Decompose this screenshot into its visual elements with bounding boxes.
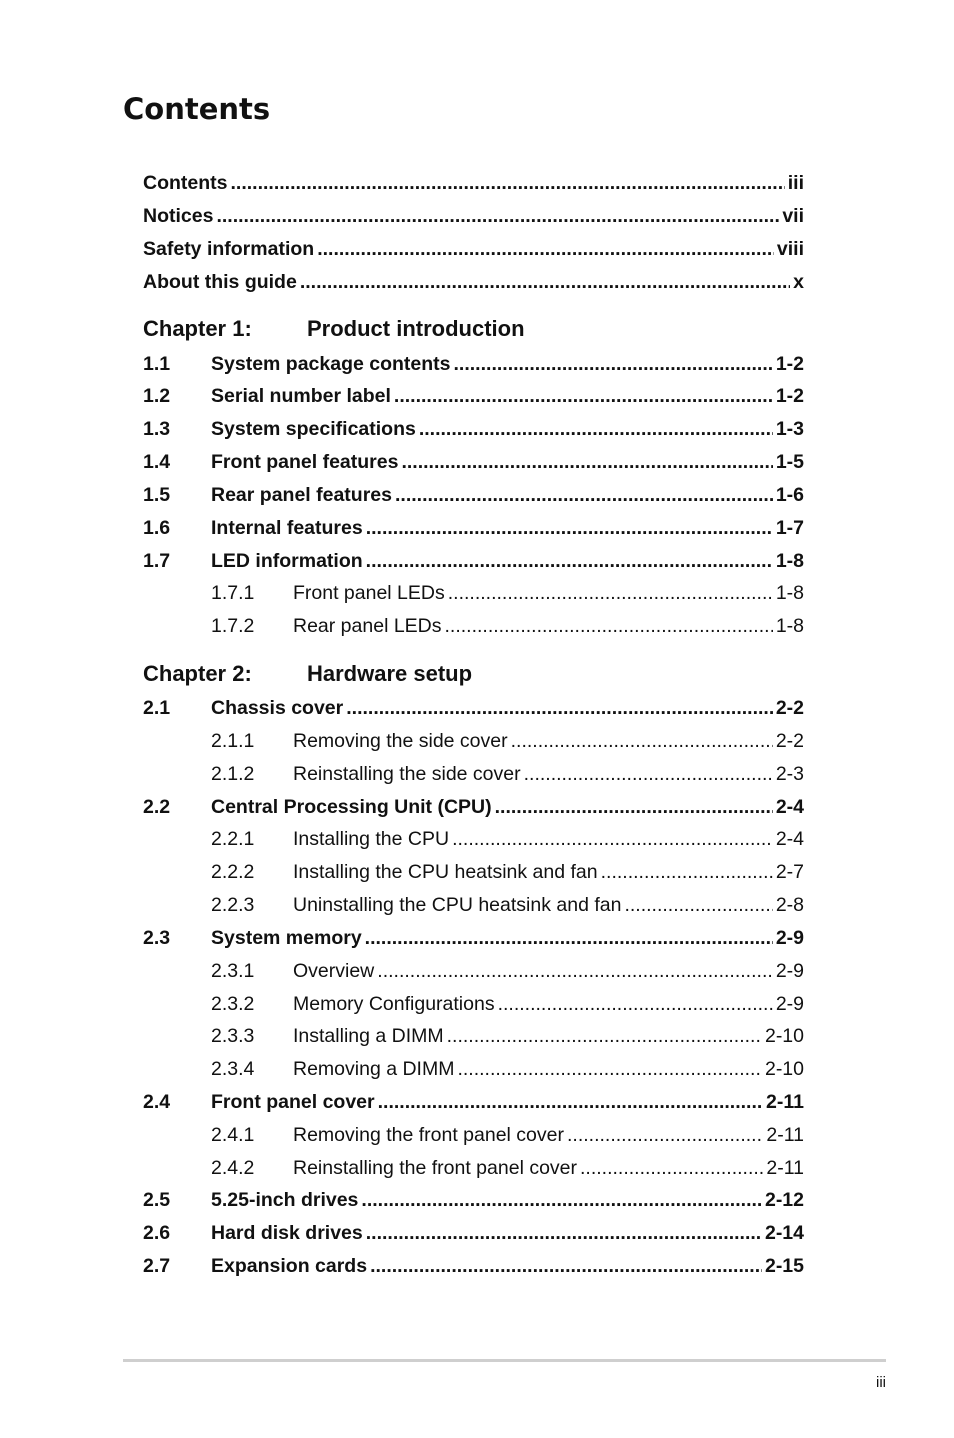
toc-entry[interactable] [143, 352, 804, 376]
toc-entry-number: 1.7 [143, 550, 171, 572]
toc-subentry[interactable] [211, 1057, 804, 1081]
toc-entry-number: 2.5 [143, 1189, 171, 1211]
toc-subentry[interactable] [211, 581, 804, 605]
toc-entry-page: 2-14 [764, 1222, 804, 1244]
toc-entry-page: 2-7 [775, 861, 804, 883]
toc-entry-title: LED information [211, 550, 363, 572]
leader-dots [524, 762, 773, 786]
toc-entry[interactable] [143, 450, 804, 474]
toc-subentry[interactable] [211, 860, 804, 884]
toc-subentry[interactable] [211, 827, 804, 851]
toc-entry-title: Removing the front panel cover [293, 1124, 564, 1146]
toc-entry-page: 1-8 [775, 615, 804, 637]
toc-entry-about-this-guide[interactable] [143, 270, 804, 294]
toc-entry-page: 2-9 [775, 927, 804, 949]
toc-entry-number: 2.3.1 [211, 960, 255, 982]
page-number: iii [876, 1374, 886, 1391]
leader-dots [445, 614, 773, 638]
leader-dots [370, 1254, 762, 1278]
toc-entry-page: 2-4 [775, 828, 804, 850]
toc-entry-number: 2.4.2 [211, 1157, 255, 1179]
toc-entry-page: 2-10 [764, 1058, 804, 1080]
toc-entry-number: 2.1.2 [211, 763, 255, 785]
leader-dots [216, 204, 779, 228]
chapter-2-heading [143, 661, 472, 687]
toc-subentry[interactable] [211, 614, 804, 638]
leader-dots [580, 1156, 763, 1180]
chapter-label: Chapter 1: [143, 316, 252, 341]
toc-entry-page: iii [787, 172, 804, 194]
toc-entry-title: System specifications [211, 418, 416, 440]
toc-entry-page: 2-12 [764, 1189, 804, 1211]
toc-entry-title: Rear panel LEDs [293, 615, 442, 637]
leader-dots [365, 926, 773, 950]
toc-entry-page: 2-15 [764, 1255, 804, 1277]
toc-entry-number: 1.6 [143, 517, 171, 539]
leader-dots [300, 270, 790, 294]
toc-entry[interactable] [143, 1221, 804, 1245]
toc-entry[interactable] [143, 417, 804, 441]
toc-entry-title: Rear panel features [211, 484, 392, 506]
toc-subentry[interactable] [211, 1123, 804, 1147]
leader-dots [448, 581, 773, 605]
chapter-title: Hardware setup [307, 661, 473, 686]
leader-dots [401, 450, 772, 474]
toc-entry[interactable] [143, 516, 804, 540]
toc-entry[interactable] [143, 549, 804, 573]
toc-entry[interactable] [143, 926, 804, 950]
toc-entry-page: 2-11 [766, 1091, 804, 1113]
toc-entry[interactable] [143, 795, 804, 819]
leader-dots [457, 1057, 762, 1081]
toc-entry-page: 1-8 [775, 550, 804, 572]
footer-divider [123, 1359, 886, 1362]
toc-entry-title: Front panel LEDs [293, 582, 445, 604]
toc-entry-title: Safety information [143, 238, 315, 260]
leader-dots [361, 1188, 762, 1212]
leader-dots [377, 959, 773, 983]
toc-subentry[interactable] [211, 1156, 804, 1180]
toc-entry-number: 1.7.2 [211, 615, 255, 637]
toc-entry-title: Chassis cover [211, 697, 344, 719]
toc-subentry[interactable] [211, 1024, 804, 1048]
toc-entry-page: 2-2 [775, 697, 804, 719]
toc-entry-number: 2.4.1 [211, 1124, 255, 1146]
toc-entry-page: viii [776, 238, 804, 260]
toc-entry-page: 2-4 [775, 796, 804, 818]
toc-entry-number: 1.1 [143, 353, 171, 375]
toc-entry-title: Serial number label [211, 385, 391, 407]
toc-entry-title: Contents [143, 172, 228, 194]
toc-entry-title: Internal features [211, 517, 363, 539]
leader-dots [601, 860, 773, 884]
leader-dots [346, 696, 773, 720]
toc-entry-number: 2.2.2 [211, 861, 255, 883]
toc-entry-title: Installing a DIMM [293, 1025, 444, 1047]
leader-dots [511, 729, 773, 753]
toc-entry-title: Reinstalling the front panel cover [293, 1157, 577, 1179]
leader-dots [366, 516, 773, 540]
toc-entry[interactable] [143, 696, 804, 720]
toc-entry-page: vii [782, 205, 804, 227]
chapter-title: Product introduction [307, 316, 525, 341]
toc-entry-page: 1-2 [775, 353, 804, 375]
toc-entry-title: System memory [211, 927, 362, 949]
toc-entry-title: Hard disk drives [211, 1222, 363, 1244]
leader-dots [395, 483, 773, 507]
toc-entry-number: 2.3.2 [211, 993, 255, 1015]
leader-dots [419, 417, 773, 441]
toc-subentry[interactable] [211, 959, 804, 983]
toc-entry-number: 1.4 [143, 451, 171, 473]
toc-entry-number: 2.4 [143, 1091, 171, 1113]
leader-dots [366, 549, 773, 573]
toc-entry-number: 2.3 [143, 927, 171, 949]
leader-dots [366, 1221, 762, 1245]
toc-entry-title: About this guide [143, 271, 297, 293]
toc-entry-page: 2-8 [775, 894, 804, 916]
toc-entry-page: 2-2 [775, 730, 804, 752]
toc-subentry[interactable] [211, 729, 804, 753]
toc-entry[interactable] [143, 1090, 804, 1114]
toc-entry-page: 1-3 [775, 418, 804, 440]
toc-entry-title: Installing the CPU heatsink and fan [293, 861, 598, 883]
toc-entry-number: 1.7.1 [211, 582, 255, 604]
toc-subentry[interactable] [211, 992, 804, 1016]
toc-entry-page: 2-3 [775, 763, 804, 785]
leader-dots [498, 992, 773, 1016]
leader-dots [624, 893, 772, 917]
toc-entry-title: Notices [143, 205, 214, 227]
leader-dots [452, 827, 773, 851]
toc-entry-number: 2.2.1 [211, 828, 255, 850]
toc-entry[interactable] [143, 1254, 804, 1278]
toc-entry-number: 1.2 [143, 385, 171, 407]
toc-entry-title: Uninstalling the CPU heatsink and fan [293, 894, 622, 916]
toc-entry[interactable] [143, 1188, 804, 1212]
toc-entry-safety-information[interactable] [143, 237, 804, 261]
toc-entry-title: Installing the CPU [293, 828, 450, 850]
toc-entry-number: 2.3.3 [211, 1025, 255, 1047]
toc-entry-page: 1-6 [775, 484, 804, 506]
toc-entry-title: Central Processing Unit (CPU) [211, 796, 492, 818]
toc-entry-number: 2.1 [143, 697, 171, 719]
toc-entry[interactable] [143, 384, 804, 408]
toc-entry-page: 2-9 [775, 960, 804, 982]
toc-entry-title: Overview [293, 960, 375, 982]
leader-dots [394, 384, 773, 408]
toc-entry-page: 2-11 [766, 1124, 804, 1146]
leader-dots [454, 352, 773, 376]
toc-entry-number: 1.3 [143, 418, 171, 440]
toc-entry-number: 2.2 [143, 796, 171, 818]
toc-entry-notices[interactable] [143, 204, 804, 228]
toc-entry-title: Front panel features [211, 451, 399, 473]
chapter-1-heading [143, 316, 525, 342]
toc-entry-page: 2-10 [764, 1025, 804, 1047]
leader-dots [447, 1024, 762, 1048]
toc-entry-title: Expansion cards [211, 1255, 368, 1277]
toc-entry-page: 1-5 [775, 451, 804, 473]
toc-entry-number: 2.1.1 [211, 730, 255, 752]
leader-dots [567, 1123, 763, 1147]
toc-subentry[interactable] [211, 762, 804, 786]
toc-entry-page: 1-8 [775, 582, 804, 604]
toc-entry-page: 1-7 [775, 517, 804, 539]
toc-entry-contents[interactable] [143, 171, 804, 195]
toc-entry-number: 1.5 [143, 484, 171, 506]
toc-entry-number: 2.7 [143, 1255, 171, 1277]
toc-entry-number: 2.6 [143, 1222, 171, 1244]
leader-dots [231, 171, 785, 195]
toc-entry-title: Removing the side cover [293, 730, 508, 752]
toc-entry-number: 2.3.4 [211, 1058, 255, 1080]
toc-subentry[interactable] [211, 893, 804, 917]
toc-entry-title: Memory Configurations [293, 993, 495, 1015]
page-title: Contents [123, 92, 271, 126]
toc-entry[interactable] [143, 483, 804, 507]
toc-entry-page: 2-11 [766, 1157, 804, 1179]
toc-entry-page: x [793, 271, 804, 293]
leader-dots [378, 1090, 763, 1114]
toc-entry-title: Removing a DIMM [293, 1058, 455, 1080]
chapter-label: Chapter 2: [143, 661, 252, 686]
leader-dots [495, 795, 773, 819]
toc-entry-title: Front panel cover [211, 1091, 375, 1113]
toc-entry-number: 2.2.3 [211, 894, 255, 916]
toc-entry-page: 2-9 [775, 993, 804, 1015]
toc-entry-page: 1-2 [775, 385, 804, 407]
toc-entry-title: Reinstalling the side cover [293, 763, 521, 785]
leader-dots [317, 237, 774, 261]
toc-entry-title: System package contents [211, 353, 451, 375]
toc-entry-title: 5.25-inch drives [211, 1189, 359, 1211]
